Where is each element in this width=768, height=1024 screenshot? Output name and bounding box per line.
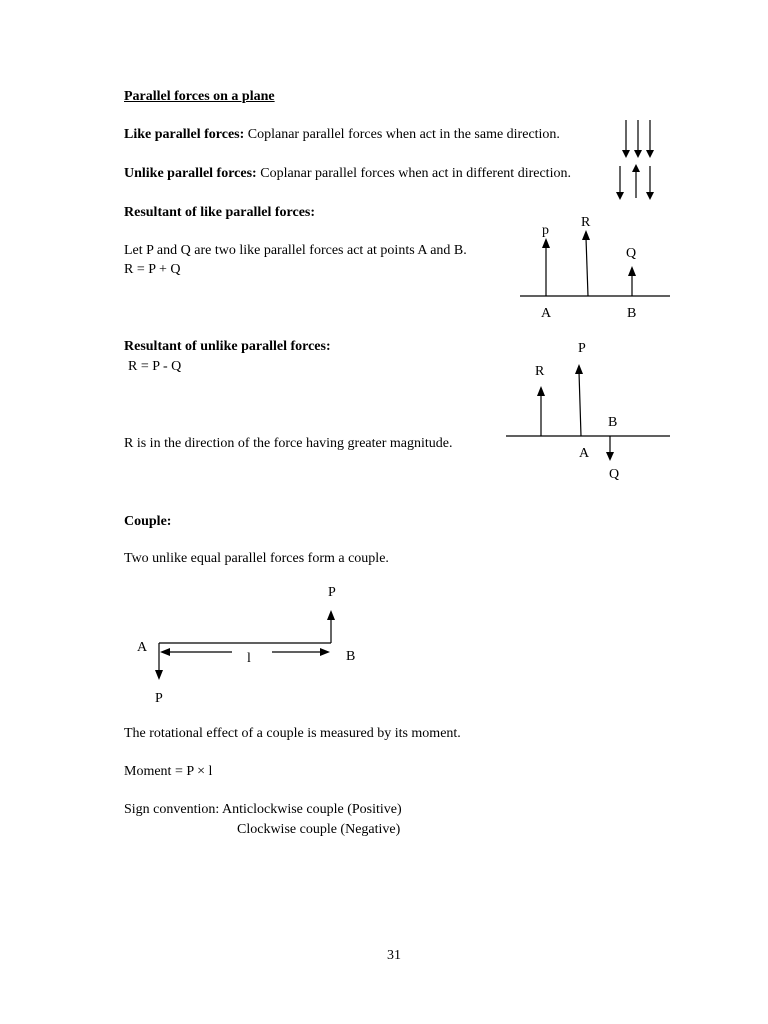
sign-convention <box>124 803 402 817</box>
couple-force-down-arrow <box>155 670 163 680</box>
unlike-parallel-term: Unlike parallel forces: <box>124 166 257 181</box>
force-p-arrow <box>542 238 550 248</box>
force-q-arrow <box>606 452 614 461</box>
moment-formula: Moment = P × l <box>124 764 213 779</box>
force-r-arrow <box>582 230 590 240</box>
unlike-label-r: R <box>535 364 545 379</box>
unlike-label-q: Q <box>609 467 620 482</box>
couple-heading: Couple: <box>124 514 172 529</box>
couple-label-l: l <box>247 651 251 666</box>
sign-convention-prefix: Sign convention: <box>124 802 220 817</box>
dimension-right-arrow <box>320 648 330 656</box>
unlike-label-a: A <box>579 446 590 461</box>
resultant-like-line1: Let P and Q are two like parallel forces act at points A and B. <box>124 243 467 258</box>
like-label-a: A <box>541 306 552 321</box>
couple-force-up-arrow <box>327 610 335 620</box>
force-r-arrow <box>537 386 545 396</box>
dimension-left-arrow <box>160 648 170 656</box>
couple-label-b: B <box>346 649 356 664</box>
resultant-like-heading: Resultant of like parallel forces: <box>124 205 316 220</box>
resultant-unlike-note: R is in the direction of the force having greater magnitude. <box>124 436 453 451</box>
resultant-like-formula: R = P + Q <box>124 262 181 277</box>
force-q-arrow <box>628 266 636 276</box>
unlike-label-p: P <box>578 341 586 356</box>
couple-definition: Two unlike equal parallel forces form a couple. <box>124 551 389 566</box>
force-p-arrow <box>575 364 583 374</box>
sign-convention-positive: Anticlockwise couple (Positive) <box>222 802 402 817</box>
unlike-parallel-definition <box>124 167 571 181</box>
unlike-parallel-def: Coplanar parallel forces when act in different direction. <box>260 166 571 181</box>
like-label-r: R <box>581 215 591 230</box>
page-number: 31 <box>387 948 401 963</box>
couple-diagram <box>150 608 340 690</box>
sign-convention-negative: Clockwise couple (Negative) <box>237 822 401 837</box>
like-label-q: Q <box>626 246 637 261</box>
moment-text: The rotational effect of a couple is measured by its moment. <box>124 726 461 741</box>
like-parallel-def: Coplanar parallel forces when act in the same direction. <box>247 127 560 142</box>
like-label-p: p <box>542 223 549 238</box>
resultant-unlike-heading: Resultant of unlike parallel forces: <box>124 339 331 354</box>
couple-label-a: A <box>137 640 148 655</box>
like-label-b: B <box>627 306 637 321</box>
like-forces-arrows-icon <box>618 118 658 162</box>
unlike-forces-arrows-icon <box>612 160 658 204</box>
like-parallel-term: Like parallel forces: <box>124 127 245 142</box>
couple-label-p-bottom: P <box>155 691 163 706</box>
page-heading: Parallel forces on a plane <box>124 89 275 104</box>
like-parallel-definition <box>124 128 560 142</box>
resultant-unlike-formula: R = P - Q <box>128 359 182 374</box>
unlike-label-b: B <box>608 415 618 430</box>
couple-label-p-top: P <box>328 585 336 600</box>
